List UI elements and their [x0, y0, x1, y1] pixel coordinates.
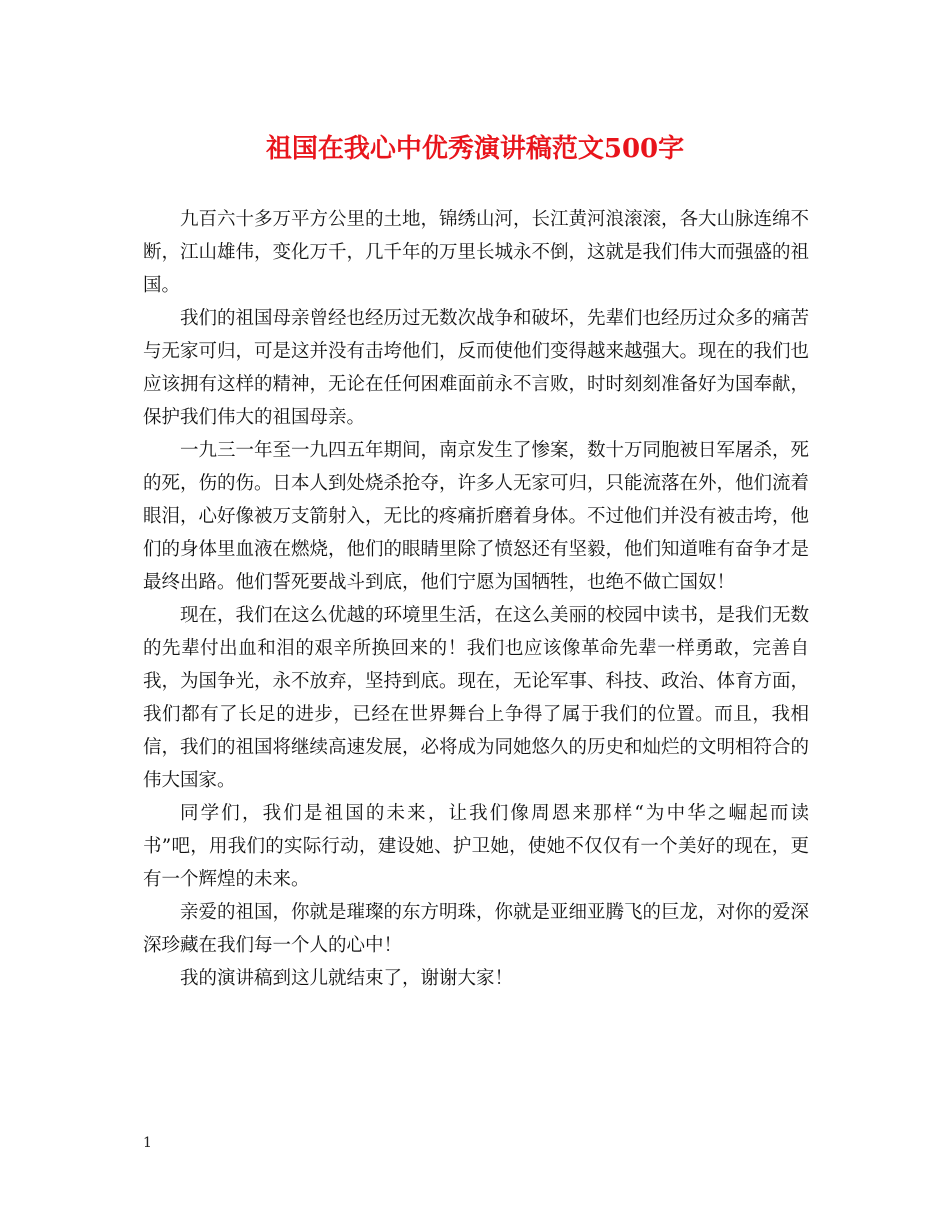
paragraph-4: 现在，我们在这么优越的环境里生活，在这么美丽的校园中读书，是我们无数的先辈付出血和泪的艰辛所换回来的！我们也应该像革命先辈一样勇敢，完善自我，为国争光，永不放弃，坚持到底。现在，无论军事、科技、政治、体育方面，我们都有了长足的进步，已经在世界舞台上争得了属于我们的位置。而且，我相信，我们的祖国将继续高速发展，必将成为同她悠久的历史和灿烂的文明相符合的伟大国家。: [143, 605, 810, 791]
page-number: 1: [143, 1135, 152, 1151]
paragraph-1: 九百六十多万平方公里的土地，锦绣山河，长江黄河浪滚滚，各大山脉连绵不断，江山雄伟，变化万千，几千年的万里长城永不倒，这就是我们伟大而强盛的祖国。: [143, 209, 810, 296]
paragraph-5: 同学们，我们是祖国的未来，让我们像周恩来那样“为中华之崛起而读书”吧，用我们的实际行动，建设她、护卫她，使她不仅仅有一个美好的现在，更有一个辉煌的未来。: [143, 803, 809, 890]
document-title: 祖国在我心中优秀演讲稿范文500字: [265, 134, 685, 164]
paragraph-7: 我的演讲稿到这儿就结束了，谢谢大家！: [180, 968, 514, 989]
paragraph-3: 一九三一年至一九四五年期间，南京发生了惨案，数十万同胞被日军屠杀，死的死，伤的伤。日本人到处烧杀抢夺，许多人无家可归，只能流落在外，他们流着眼泪，心好像被万支箭射入，无比的疼痛折磨着身体。不过他们并没有被击垮，他们的身体里血液在燃烧，他们的眼睛里除了愤怒还有坚毅，他们知道唯有奋争才是最终出路。他们誓死要战斗到底，他们宁愿为国牺牲，也绝不做亡国奴！: [143, 440, 810, 593]
paragraph-6: 亲爱的祖国，你就是璀璨的东方明珠，你就是亚细亚腾飞的巨龙，对你的爱深深珍藏在我们每一个人的心中！: [143, 902, 810, 956]
document-body: [143, 203, 809, 995]
paragraph-2: 我们的祖国母亲曾经也经历过无数次战争和破坏，先辈们也经历过众多的痛苦与无家可归，可是这并没有击垮他们，反而使他们变得越来越强大。现在的我们也应该拥有这样的精神，无论在任何困难面前永不言败，时时刻刻准备好为国奉献，保护我们伟大的祖国母亲。: [143, 308, 810, 428]
